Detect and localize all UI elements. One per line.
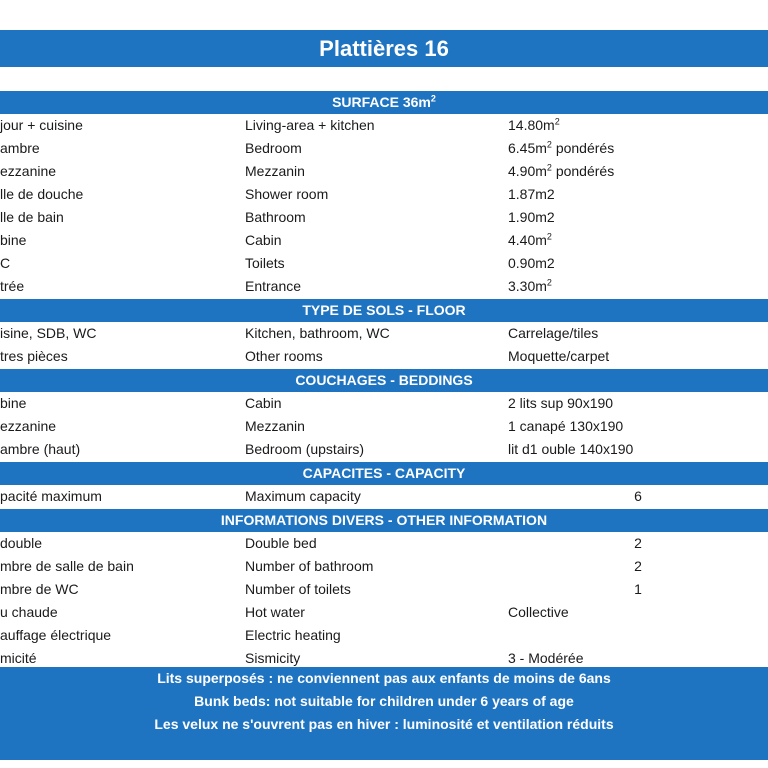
- french-label: trée: [0, 278, 25, 294]
- value-cell: $3.30m^2$: [508, 277, 552, 294]
- french-label: ambre (haut): [0, 441, 81, 457]
- table-row: [0, 601, 768, 624]
- english-label: Mezzanin: [245, 163, 305, 179]
- french-label: lle de douche: [0, 186, 84, 202]
- english-label: Hot water: [245, 604, 305, 620]
- table-row: [0, 229, 768, 252]
- french-label: jour + cuisine: [0, 117, 83, 133]
- english-label: Entrance: [245, 278, 302, 294]
- page-title: Plattières 16: [0, 30, 768, 67]
- value-cell: $4.40m^2$: [508, 231, 552, 248]
- footer-note: Bunk beds: not suitable for children under 6 years of age: [194, 693, 574, 709]
- english-label: Maximum capacity: [245, 488, 361, 504]
- section-header: COUCHAGES - BEDDINGS: [0, 368, 768, 392]
- french-label: isine, SDB, WC: [0, 325, 97, 341]
- value-cell: 1 canapé 130x190: [508, 418, 624, 434]
- english-label: Other rooms: [245, 348, 323, 364]
- english-label: Sismicity: [245, 650, 301, 666]
- table-row: [0, 275, 768, 298]
- table-row: [0, 578, 768, 601]
- french-label: auffage électrique: [0, 627, 112, 643]
- info-table: [0, 90, 768, 670]
- english-label: Bedroom (upstairs): [245, 441, 365, 457]
- table-row: [0, 624, 768, 647]
- value-cell: 2 lits sup 90x190: [508, 395, 614, 411]
- section-header: INFORMATIONS DIVERS - OTHER INFORMATION: [0, 508, 768, 532]
- footer-notes: [0, 667, 768, 760]
- count-cell: 6: [634, 488, 642, 504]
- value-cell: $4.90m^2$ pondérés: [508, 162, 615, 179]
- count-cell: 1: [634, 581, 642, 597]
- english-label: Shower room: [245, 186, 329, 202]
- french-label: ezzanine: [0, 418, 57, 434]
- footer-note: Les velux ne s'ouvrent pas en hiver : luminosité et ventilation réduits: [154, 716, 614, 732]
- french-label: micité: [0, 650, 37, 666]
- table-row: [0, 183, 768, 206]
- value-cell: 1.90m2: [508, 209, 555, 225]
- table-row: [0, 415, 768, 438]
- value-cell: $14.80m^2$: [508, 116, 560, 133]
- table-row: [0, 555, 768, 578]
- count-cell: 2: [634, 558, 642, 574]
- table-row: [0, 345, 768, 368]
- french-label: lle de bain: [0, 209, 64, 225]
- value-cell: Collective: [508, 604, 569, 620]
- english-label: Kitchen, bathroom, WC: [245, 325, 390, 341]
- french-label: bine: [0, 395, 27, 411]
- table-row: [0, 485, 768, 508]
- english-label: Mezzanin: [245, 418, 305, 434]
- value-cell: $6.45m^2$ pondérés: [508, 139, 615, 156]
- french-label: ambre: [0, 140, 40, 156]
- french-label: ezzanine: [0, 163, 57, 179]
- french-label: mbre de salle de bain: [0, 558, 134, 574]
- table-row: [0, 392, 768, 415]
- value-cell: 1.87m2: [508, 186, 555, 202]
- french-label: C: [0, 255, 11, 271]
- french-label: u chaude: [0, 604, 58, 620]
- english-label: Living-area + kitchen: [245, 117, 375, 133]
- english-label: Bathroom: [245, 209, 306, 225]
- french-label: tres pièces: [0, 348, 68, 364]
- value-cell: Carrelage/tiles: [508, 325, 599, 341]
- table-row: [0, 206, 768, 229]
- french-label: double: [0, 535, 43, 551]
- value-cell: Moquette/carpet: [508, 348, 610, 364]
- french-label: pacité maximum: [0, 488, 102, 504]
- table-row: [0, 532, 768, 555]
- count-cell: 2: [634, 535, 642, 551]
- english-label: Number of toilets: [245, 581, 351, 597]
- french-label: bine: [0, 232, 27, 248]
- table-row: [0, 160, 768, 183]
- value-cell: lit d1 ouble 140x190: [508, 441, 634, 457]
- english-label: Cabin: [245, 232, 282, 248]
- table-row: [0, 438, 768, 461]
- footer-note: Lits superposés : ne conviennent pas aux enfants de moins de 6ans: [157, 670, 611, 686]
- section-header: SURFACE $36m^2$: [0, 90, 768, 114]
- english-label: Number of bathroom: [245, 558, 374, 574]
- english-label: Electric heating: [245, 627, 341, 643]
- table-row: [0, 114, 768, 137]
- table-row: [0, 137, 768, 160]
- value-cell: 0.90m2: [508, 255, 555, 271]
- value-cell: 3 - Modérée: [508, 650, 584, 666]
- table-row: [0, 252, 768, 275]
- english-label: Cabin: [245, 395, 282, 411]
- section-header: TYPE DE SOLS - FLOOR: [0, 298, 768, 322]
- section-header: CAPACITES - CAPACITY: [0, 461, 768, 485]
- english-label: Double bed: [245, 535, 317, 551]
- english-label: Bedroom: [245, 140, 302, 156]
- english-label: Toilets: [245, 255, 285, 271]
- french-label: mbre de WC: [0, 581, 79, 597]
- table-row: [0, 322, 768, 345]
